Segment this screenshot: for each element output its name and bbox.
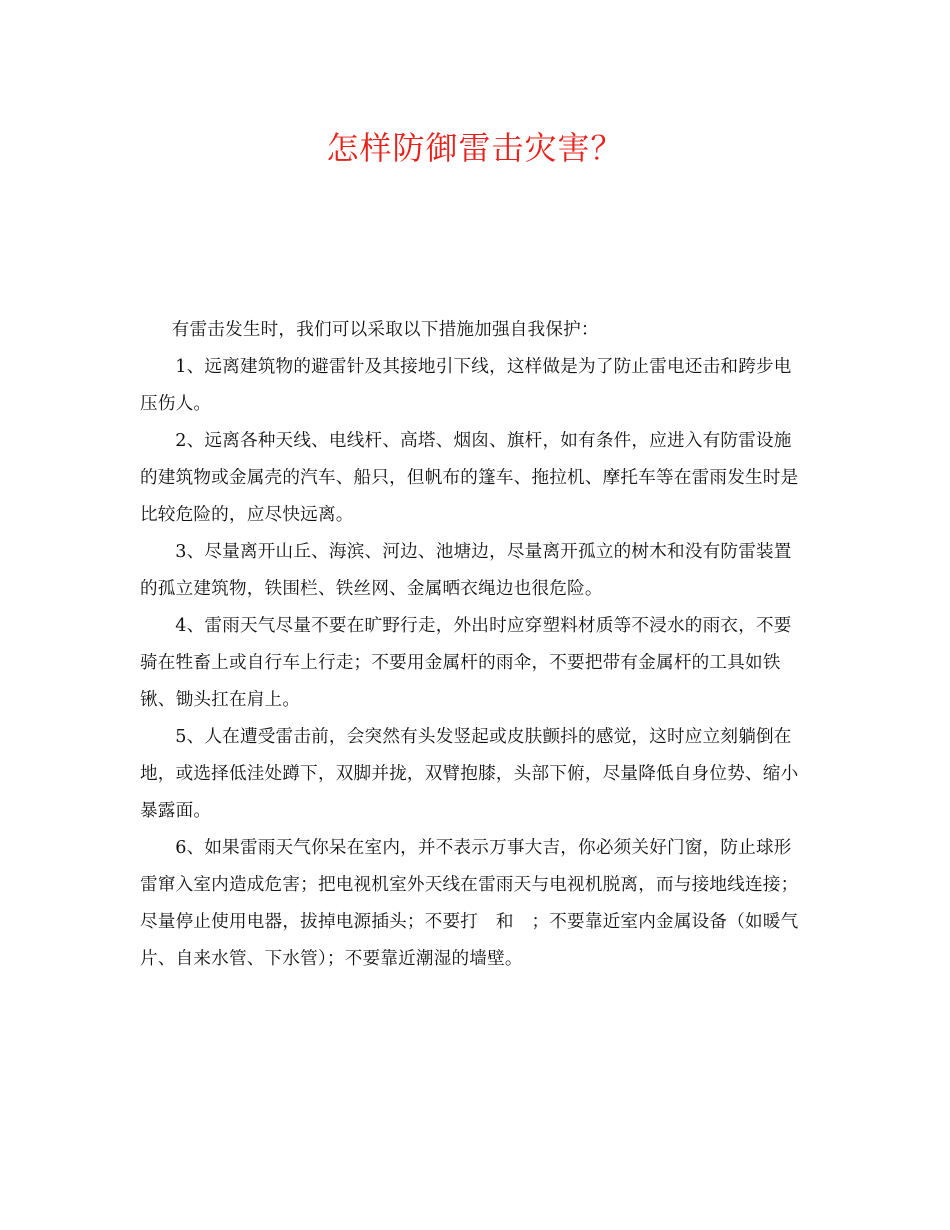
list-item: 3、尽量离开山丘、海滨、河边、池塘边，尽量离开孤立的树木和没有防雷装置的孤立建筑物，铁围栏、铁丝网、金属晒衣绳边也很危险。: [140, 542, 792, 599]
list-item: 4、雷雨天气尽量不要在旷野行走，外出时应穿塑料材质等不浸水的雨衣，不要骑在牲畜上或自行车上行走；不要用金属杆的雨伞，不要把带有金属杆的工具如铁锹、锄头扛在肩上。: [140, 616, 792, 710]
list-item: 2、远离各种天线、电线杆、高塔、烟囱、旗杆，如有条件，应进入有防雷设施的建筑物或金属壳的汽车、船只，但帆布的篷车、拖拉机、摩托车等在雷雨发生时是比较危险的，应尽快远离。: [140, 431, 799, 525]
document-body: [140, 312, 800, 978]
list-item: 5、人在遭受雷击前，会突然有头发竖起或皮肤颤抖的感觉，这时应立刻躺倒在地，或选择低洼处蹲下，双脚并拢，双臂抱膝，头部下俯，尽量降低自身位势、缩小暴露面。: [140, 727, 799, 821]
page-title: 怎样防御雷击灾害？: [326, 129, 624, 167]
list-item: 6、如果雷雨天气你呆在室内，并不表示万事大吉，你必须关好门窗，防止球形雷窜入室内造成危害；把电视机室外天线在雷雨天与电视机脱离，而与接地线连接；尽量停止使用电器，拔掉电源插头；不要打 和 ；不要靠近室内金属设备（如暖气片、自来水管、下水管）；不要靠近潮湿的墙壁。: [140, 838, 799, 969]
list-item: 1、远离建筑物的避雷针及其接地引下线，这样做是为了防止雷电还击和跨步电压伤人。: [140, 357, 792, 414]
intro-paragraph: 有雷击发生时，我们可以采取以下措施加强自我保护：: [171, 320, 599, 340]
